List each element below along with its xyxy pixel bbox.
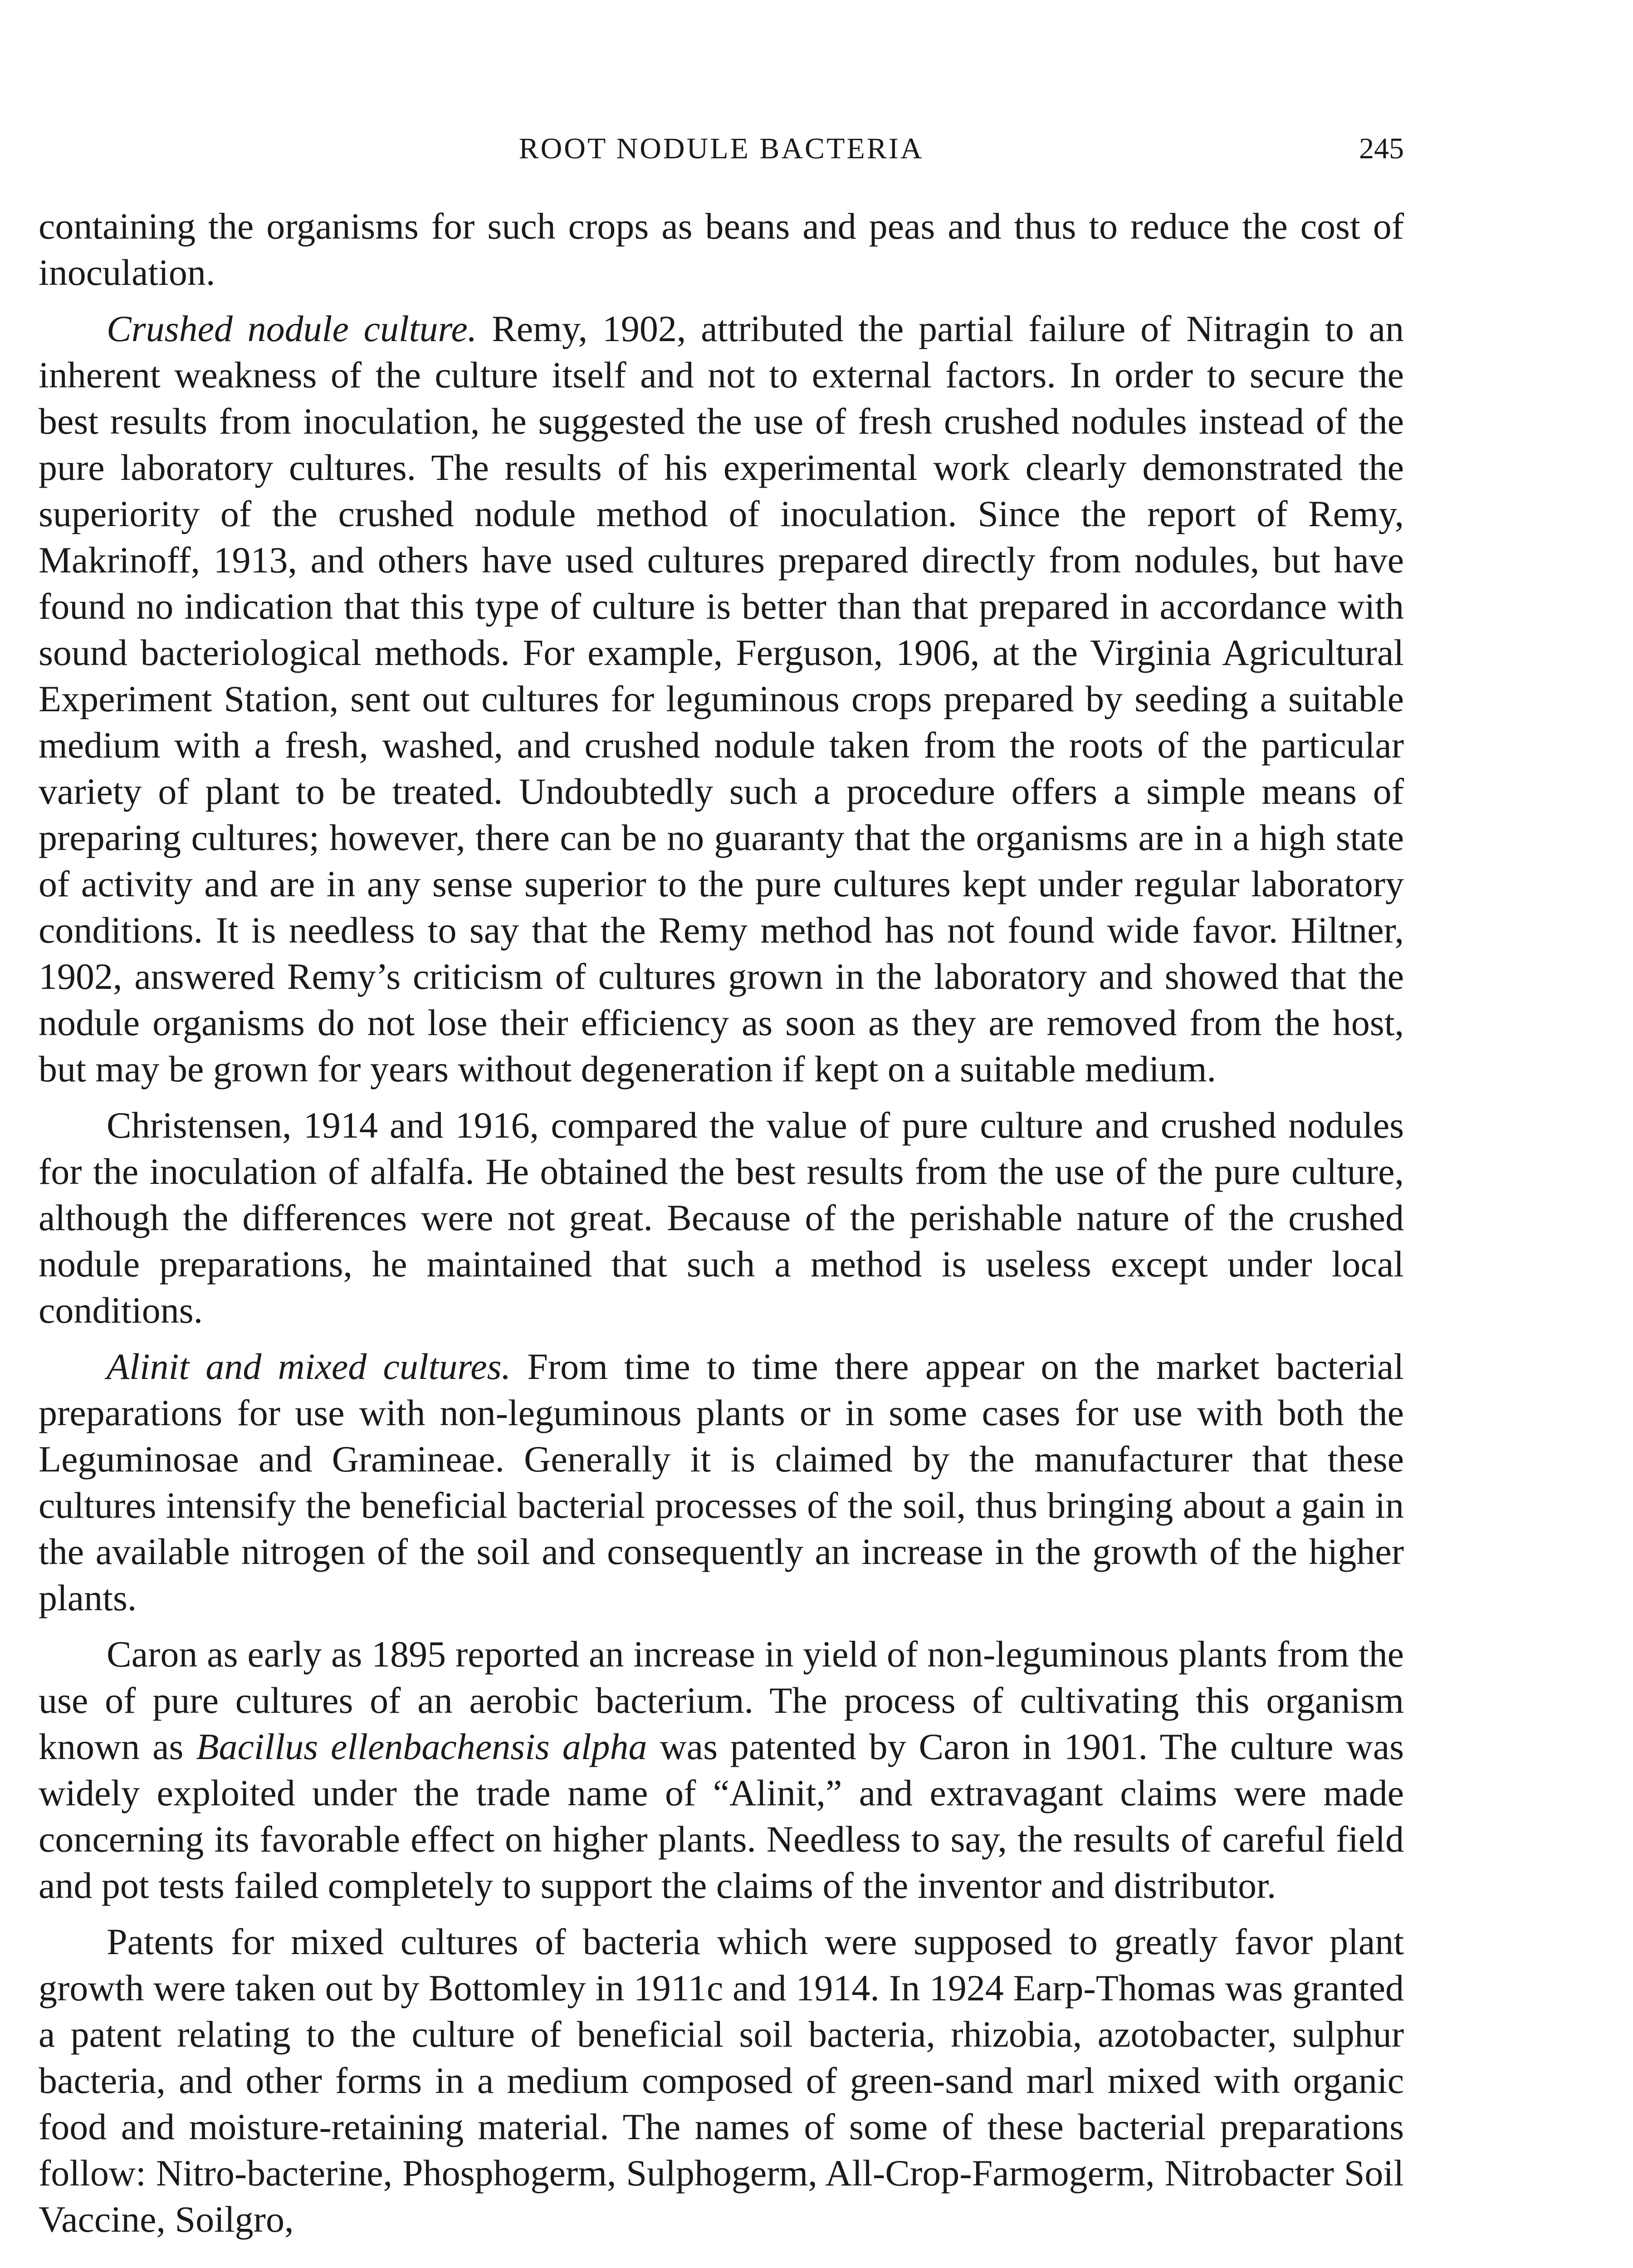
paragraph-text: containing the organisms for such crops as beans and peas and thus to reduce the cost of inoculation. [39, 205, 1404, 293]
paragraph-text: Patents for mixed cultures of bacteria which were supposed to greatly favor plant growth were taken out by Bottomley in 1911c and 1914. In 1924 Earp-Thomas was granted a patent relating to the culture of beneficial soil bacteria, rhizobia, azotobacter, sulphur bacteria, and other forms in a medium composed of green-sand marl mixed with organic food and moisture-retaining material. The names of some of these bacterial preparations follow: Nitro-bacterine, Phosphogerm, Sulphogerm, All-Crop-Farmogerm, Nitrobacter Soil Vaccine, Soilgro, [39, 1921, 1404, 2240]
paragraph-caron [39, 1631, 1404, 1909]
scientific-name: Bacillus ellenbachensis alpha [196, 1726, 647, 1767]
body-text [39, 203, 1404, 2253]
paragraph-text: Christensen, 1914 and 1916, compared the value of pure culture and crushed nodules for the inoculation of alfalfa. He obtained the best results from the use of the pure culture, although the differences were not great. Because of the perishable nature of the crushed nodule preparations, he maintained that such a method is useless except under local conditions. [39, 1105, 1404, 1331]
paragraph-text: Caron as early as 1895 reported an increase in yield of non-leguminous plants from the use of pure cultures of an aerobic bacterium. The process of cultivating this organism known as [39, 1633, 1404, 1767]
page-number: 245 [1359, 132, 1404, 165]
paragraph-alinit-mixed-cultures [39, 1344, 1404, 1621]
paragraph-patents [39, 1919, 1404, 2243]
section-heading-alinit-mixed-cultures: Alinit and mixed cultures. [107, 1346, 511, 1387]
running-title: ROOT NODULE BACTERIA [518, 132, 924, 165]
paragraph-christensen [39, 1102, 1404, 1334]
section-heading-crushed-nodule-culture: Crushed nodule culture. [107, 308, 477, 349]
paragraph-crushed-nodule-culture [39, 306, 1404, 1092]
paragraph-text: was patented by Caron in 1901. The culture was widely exploited under the trade name of “Alinit,” and extravagant claims were made concerning its favorable effect on higher plants. Needless to say, the results of careful field and pot tests failed completely to support the claims of the inventor and distributor. [39, 1726, 1404, 1906]
paragraph-text: Remy, 1902, attributed the partial failure of Nitragin to an inherent weakness of the culture itself and not to external factors. In order to secure the best results from inoculation, he suggested the use of fresh crushed nodules instead of the pure laboratory cultures. The results of his experimental work clearly demonstrated the superiority of the crushed nodule method of inoculation. Since the report of Remy, Makrinoff, 1913, and others have used cultures prepared directly from nodules, but have found no indication that this type of culture is better than that prepared in accordance with sound bacteriological methods. For example, Ferguson, 1906, at the Virginia Agricultural Experiment Station, sent out cultures for leguminous crops prepared by seeding a suitable medium with a fresh, washed, and crushed nodule taken from the roots of the particular variety of plant to be treated. Undoubtedly such a procedure offers a simple means of preparing cultures; however, there can be no guaranty that the organisms are in a high state of activity and are in any sense superior to the pure cultures kept under regular laboratory conditions. It is needless to say that the Remy method has not found wide favor. Hiltner, 1902, answered Remy’s criticism of cultures grown in the laboratory and showed that the nodule organisms do not lose their efficiency as soon as they are removed from the host, but may be grown for years without degeneration if kept on a suitable medium. [39, 308, 1404, 1090]
running-head [39, 132, 1404, 172]
paragraph-text: From time to time there appear on the market bacterial preparations for use with non-leguminous plants or in some cases for use with both the Leguminosae and Gramineae. Generally it is claimed by the manufacturer that these cultures intensify the beneficial bacterial processes of the soil, thus bringing about a gain in the available nitrogen of the soil and consequently an increase in the growth of the higher plants. [39, 1346, 1404, 1618]
paragraph-continuation [39, 203, 1404, 296]
